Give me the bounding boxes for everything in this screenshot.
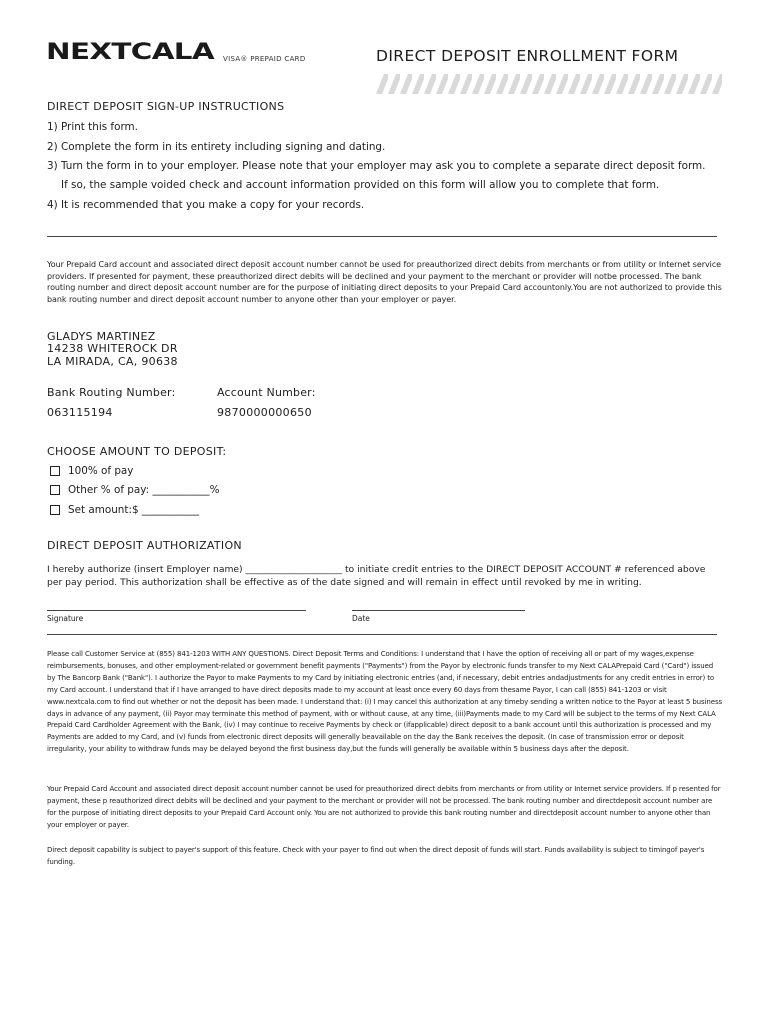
logo-text: NEXTCALA	[46, 40, 215, 62]
option-set-amount[interactable]	[50, 503, 199, 517]
account-notice: Your Prepaid Card account and associated direct deposit account number cannot be used for preauthorized direct debits from merchants or from utility or Internet service providers. If presented for payment, these preauthorized direct debits will be declined and your payment to the merchant or provider will notbe processed. The bank routing number and direct deposit account number are for the purpose of initiating direct deposits to your Prepaid Card accountonly.You are not authorized to provide this bank routing number and direct deposit account number to anyone other than your employer or payer.	[47, 260, 722, 304]
instruction-item: 4) It is recommended that you make a copy for your records.	[47, 199, 365, 211]
terms-paragraph: Your Prepaid Card Account and associated direct deposit account number cannot be used for preauthorized direct debits from merchants or from utility or Internet service providers. If p resented for payment, these p reauthorized direct debits will be declined and your payment to the merchant or provider will not be processed. The bank routing number and directdeposit account number are for the purpose of initiating direct deposits to your Prepaid Card Account only. You are not authorized to provide this bank routing number and directdeposit account number to anyone other than your employer or payer.	[47, 785, 721, 829]
option-label: Other % of pay: ___________%	[68, 484, 220, 496]
authorization-text: I hereby authorize (insert Employer name) _____________________ to initiate credit entries to the DIRECT DEPOSIT ACCOUNT # referenced above per pay period. This authorization shall be effective as of the date signed and will remain in effect until revoked by me in writing.	[47, 564, 706, 588]
instruction-item: If so, the sample voided check and account information provided on this form will allow you to complete that form.	[61, 179, 660, 191]
account-number-label: Account Number:	[217, 386, 316, 399]
signature-label: Signature	[47, 614, 84, 623]
checkbox[interactable]	[50, 466, 60, 476]
customer-street: 14238 WHITEROCK DR	[47, 342, 178, 355]
option-percent-pay[interactable]	[50, 483, 219, 497]
date-line[interactable]	[352, 610, 525, 611]
page-title: DIRECT DEPOSIT ENROLLMENT FORM	[376, 47, 679, 65]
nextcala-logo	[46, 40, 218, 62]
checkbox[interactable]	[50, 505, 60, 515]
instruction-item: 1) Print this form.	[47, 121, 138, 133]
option-label: 100% of pay	[68, 465, 134, 477]
instructions-heading: DIRECT DEPOSIT SIGN-UP INSTRUCTIONS	[47, 100, 285, 113]
terms-paragraph: Direct deposit capability is subject to payer's support of this feature. Check with your payer to find out when the direct deposit of funds will start. Funds availability is subject to timingof payer's funding.	[47, 846, 705, 866]
instruction-item: 2) Complete the form in its entirety including signing and dating.	[47, 141, 386, 153]
option-label: Set amount:$ ___________	[68, 504, 200, 516]
authorization-heading: DIRECT DEPOSIT AUTHORIZATION	[47, 539, 242, 552]
account-number-value: 9870000000650	[217, 406, 312, 419]
routing-number-value: 063115194	[47, 406, 113, 419]
amount-heading: CHOOSE AMOUNT TO DEPOSIT:	[47, 445, 227, 458]
customer-city: LA MIRADA, CA, 90638	[47, 355, 178, 368]
routing-number-label: Bank Routing Number:	[47, 386, 176, 399]
logo-subtitle: VISA® PREPAID CARD	[223, 55, 306, 63]
terms-paragraph: Please call Customer Service at (855) 841-1203 WITH ANY QUESTIONS. Direct Deposit Terms and Conditions: I understand that I have the option of receiving all or part of my wages,expense reimbursements, bonuses, and other employment-related or government benefit payments ("Payments") from the Payor by electronic funds transfer to my Next CALAPrepaid Card ("Card") issued by The Bancorp Bank ("Bank"). I authorize the Payor to make Payments to my Card by initiating electronic entries (and, if necessary, debit entries andadjustments for any credit entries in error) to my Card account. I understand that if I have arranged to have direct deposits made to my account at least once every 60 days from thesame Payor, I can call (855) 841-1203 or visit www.nextcala.com to find out whether or not the deposit has been made. I understand that: (i) I may cancel this authorization at any timeby sending a written notice to the Payor at least 5 business days in advance of any payment, (ii) Payor may terminate this method of payment, with or without cause, at any time, (iii)Payments made to my Card will be subject to the terms of my Next CALA Prepaid Card Cardholder Agreement with the Bank, (iv) I may continue to receive Payments by check or (ifapplicable) direct deposit to a bank account until this authorization is processed and my Payments are added to my Card, and (v) funds from electronic direct deposits will generally beavailable on the day the Bank receives the deposit. (In case of transmission error or deposit irregularity, your ability to withdraw funds may be delayed beyond the first business day,but the funds will generally be available within 5 business days after the deposit.	[47, 650, 723, 754]
checkbox[interactable]	[50, 485, 60, 495]
instruction-item: 3) Turn the form in to your employer. Please note that your employer may ask you to complete a separate direct deposit form.	[47, 160, 706, 172]
date-label: Date	[352, 614, 370, 623]
decorative-stripes	[376, 74, 722, 94]
option-full-pay[interactable]	[50, 464, 133, 478]
signature-line[interactable]	[47, 610, 306, 611]
divider	[47, 236, 717, 237]
divider	[47, 634, 717, 635]
customer-name: GLADYS MARTINEZ	[47, 330, 156, 343]
